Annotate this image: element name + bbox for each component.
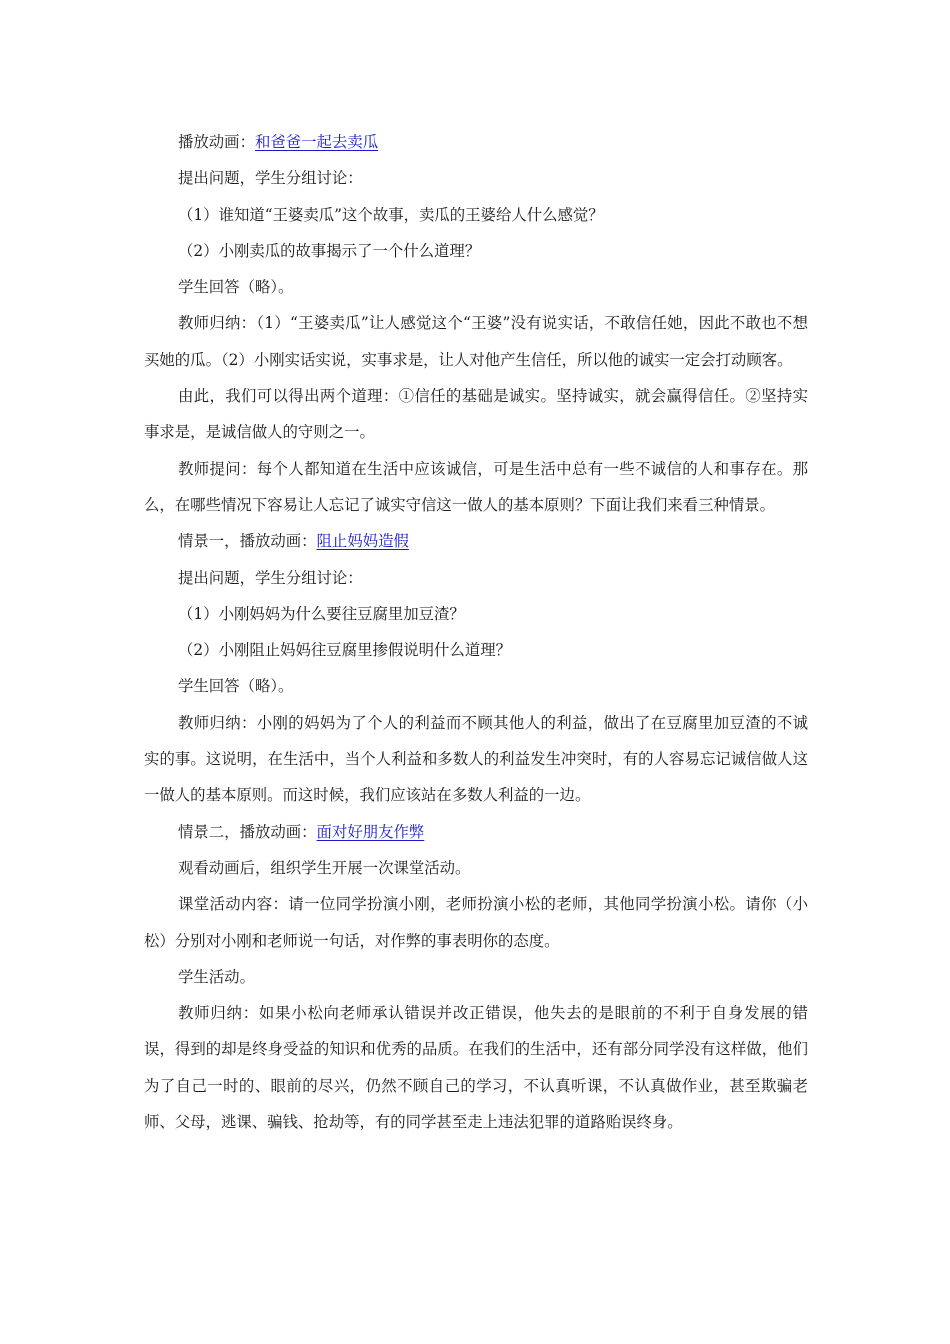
paragraph-student-activity: 学生活动。 bbox=[178, 967, 255, 986]
paragraph-question-2: （2）小刚卖瓜的故事揭示了一个什么道理？ bbox=[178, 241, 481, 260]
animation-link-selling-melons[interactable]: 和爸爸一起去卖瓜 bbox=[254, 133, 379, 151]
paragraph-question-1: （1）谁知道“王婆卖瓜”这个故事，卖瓜的王婆给人什么感觉？ bbox=[178, 205, 604, 224]
paragraph-student-answer-1: 学生回答（略）。 bbox=[178, 278, 294, 297]
paragraph-activity-intro: 观看动画后，组织学生开展一次课堂活动。 bbox=[178, 858, 471, 877]
paragraph-scenario-1 bbox=[144, 523, 808, 559]
paragraph-teacher-summary-2: 教师归纳：小刚的妈妈为了个人的利益而不顾其他人的利益，做出了在豆腐里加豆渣的不诚实的事。这说明，在生活中，当个人利益和多数人的利益发生冲突时，有的人容易忘记诚信做人这一做人的基本原则。而这时候，我们应该站在多数人利益的一边。 bbox=[144, 713, 808, 805]
paragraph-scenario-2 bbox=[144, 814, 808, 850]
paragraph-question-4: （2）小刚阻止妈妈往豆腐里掺假说明什么道理？ bbox=[178, 641, 511, 660]
animation-link-friend-cheating[interactable]: 面对好朋友作弊 bbox=[316, 822, 425, 841]
paragraph-discussion-prompt-2: 提出问题，学生分组讨论： bbox=[178, 568, 363, 587]
animation-link-stop-mother-faking[interactable]: 阻止妈妈造假 bbox=[316, 532, 409, 551]
paragraph-discussion-prompt-1: 提出问题，学生分组讨论： bbox=[178, 169, 363, 188]
paragraph-activity-content: 课堂活动内容：请一位同学扮演小刚，老师扮演小松的老师，其他同学扮演小松。请你（小松）分别对小刚和老师说一句话，对作弊的事表明你的态度。 bbox=[144, 895, 808, 950]
document-body bbox=[144, 124, 808, 1140]
paragraph-teacher-summary-3: 教师归纳：如果小松向老师承认错误并改正错误，他失去的是眼前的不利于自身发展的错误，得到的却是终身受益的知识和优秀的品质。在我们的生活中，还有部分同学没有这样做，他们为了自己一时的、眼前的尽兴，仍然不顾自己的学习，不认真听课，不认真做作业，甚至欺骗老师、父母，逃课、骗钱、抢劫等，有的同学甚至走上违法犯罪的道路贻误终身。 bbox=[144, 1004, 808, 1132]
paragraph-teacher-summary-1: 教师归纳：（1）“王婆卖瓜”让人感觉这个“王婆”没有说实话，不敢信任她，因此不敢也不想买她的瓜。（2）小刚实话实说，实事求是，让人对他产生信任，所以他的诚实一定会打动顾客。 bbox=[144, 314, 808, 369]
paragraph-play-animation-1 bbox=[144, 124, 808, 160]
paragraph-text: 情景一，播放动画： bbox=[178, 532, 317, 551]
paragraph-text: 情景二，播放动画： bbox=[178, 822, 317, 841]
paragraph-conclusion: 由此，我们可以得出两个道理：①信任的基础是诚实。坚持诚实，就会赢得信任。②坚持实事求是，是诚信做人的守则之一。 bbox=[144, 387, 808, 442]
paragraph-student-answer-2: 学生回答（略）。 bbox=[178, 677, 294, 696]
paragraph-teacher-question: 教师提问：每个人都知道在生活中应该诚信，可是生活中总有一些不诚信的人和事存在。那么，在哪些情况下容易让人忘记了诚实守信这一做人的基本原则？下面让我们来看三种情景。 bbox=[144, 459, 808, 514]
paragraph-text: 播放动画： bbox=[178, 133, 255, 151]
paragraph-question-3: （1）小刚妈妈为什么要往豆腐里加豆渣？ bbox=[178, 604, 465, 623]
